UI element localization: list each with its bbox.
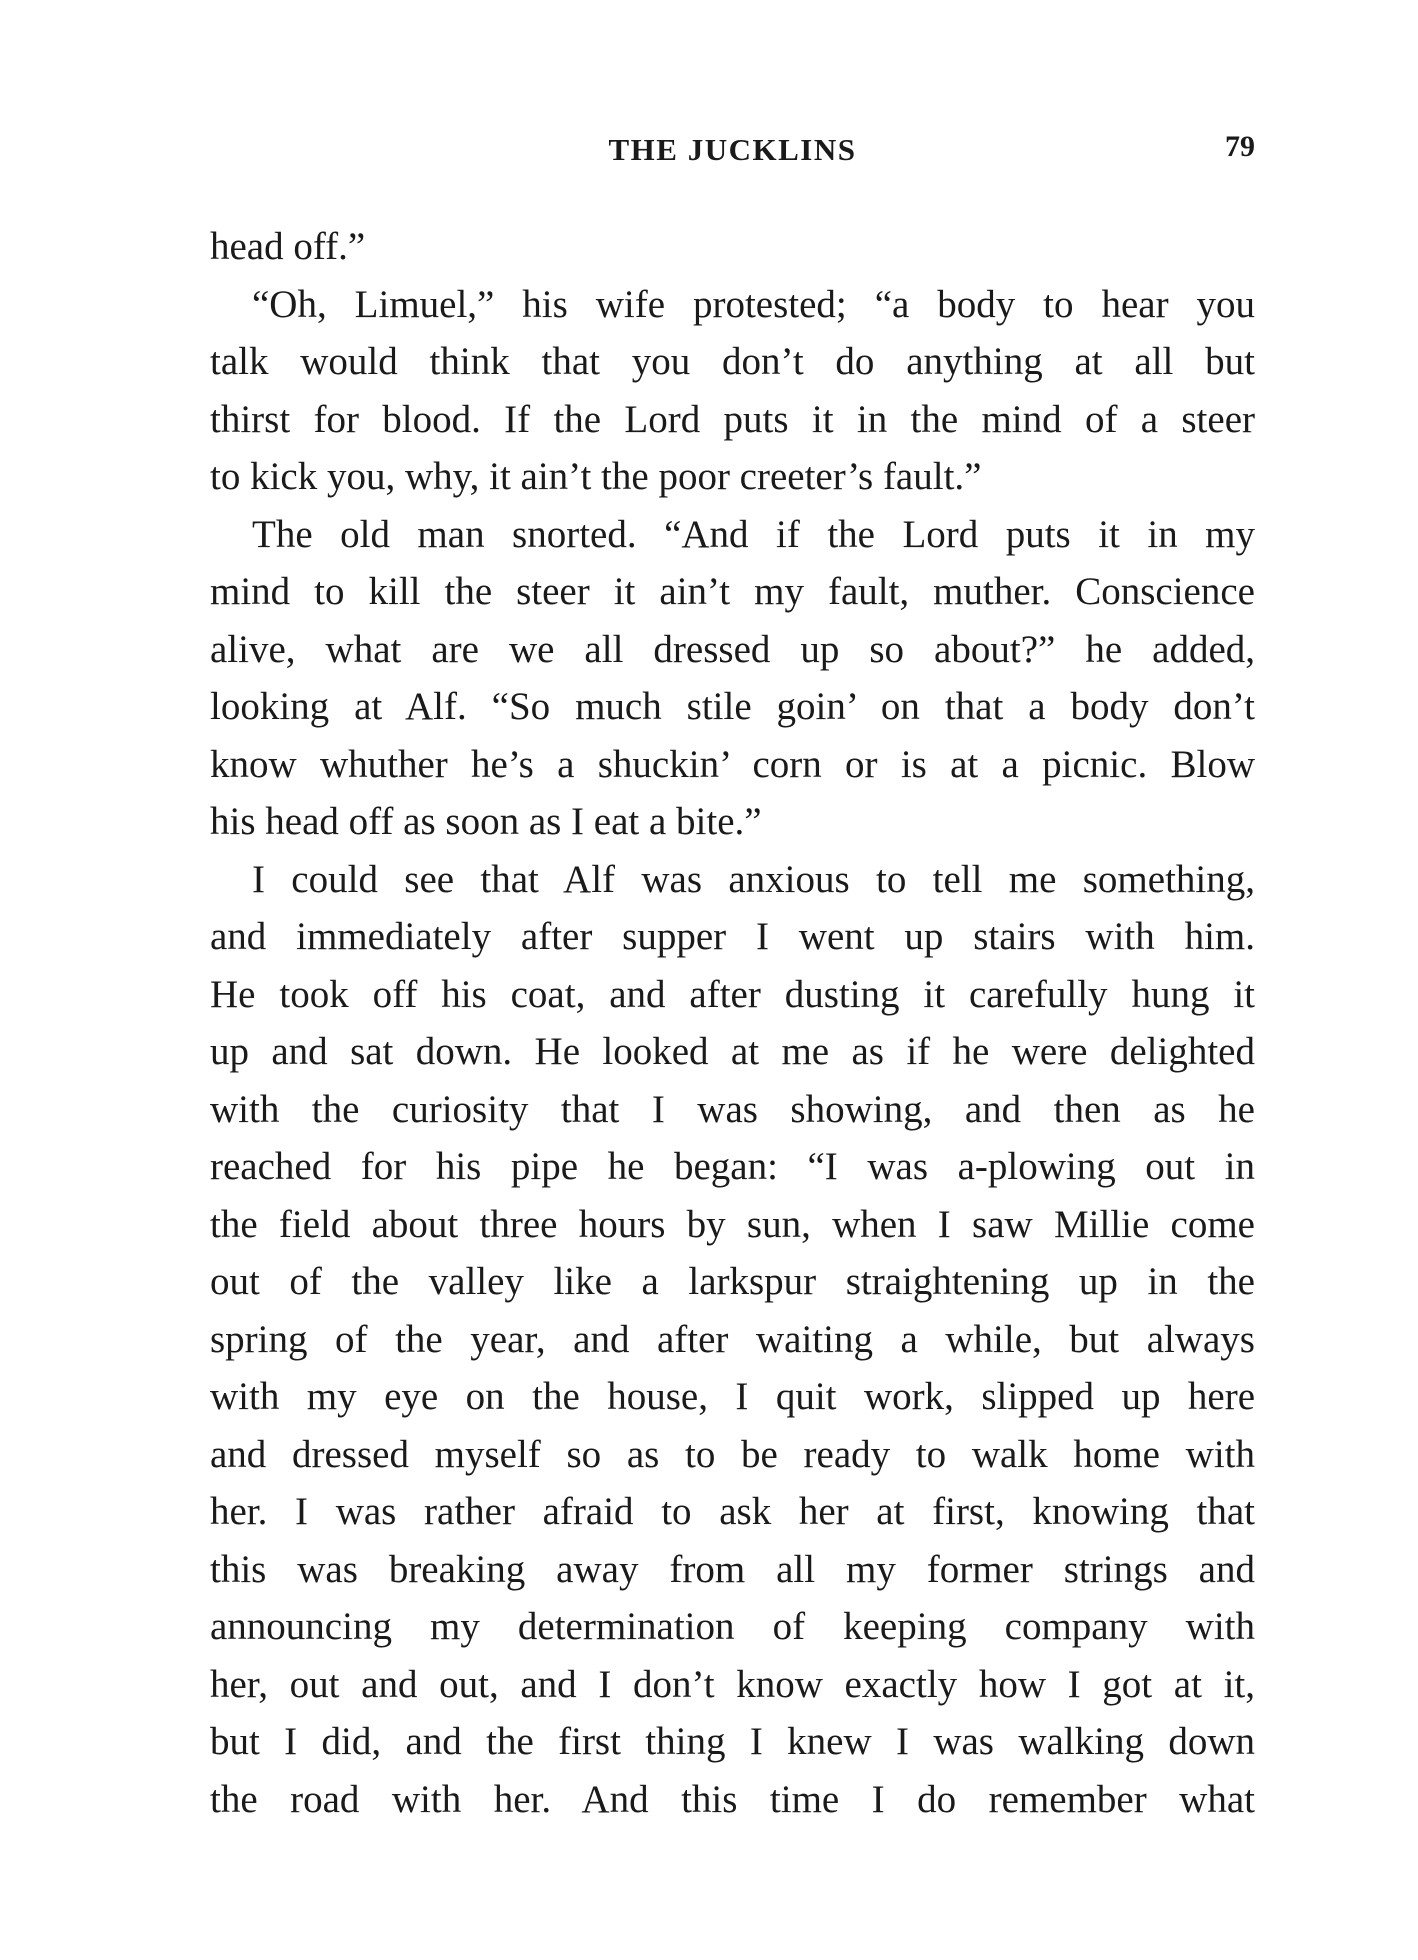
text-line: but I did, and the first thing I knew I was walking down	[210, 1720, 1255, 1763]
text-line: head off.”	[210, 225, 366, 268]
text-line: the field about three hours by sun, when I saw Millie come	[210, 1202, 1255, 1246]
text-line: his head off as soon as I eat a bite.”	[210, 800, 762, 843]
text-line: I could see that Alf was anxious to tell me something,	[252, 857, 1255, 901]
text-line: He took off his coat, and after dusting it carefully hung it	[210, 972, 1255, 1016]
text-line: her. I was rather afraid to ask her at first, knowing that	[210, 1490, 1255, 1533]
text-line: The old man snorted. “And if the Lord puts it in my	[252, 512, 1255, 556]
text-line: announcing my determination of keeping company with	[210, 1605, 1255, 1648]
text-line: with the curiosity that I was showing, and then as he	[210, 1087, 1255, 1131]
body-text	[210, 218, 1255, 1828]
text-line: her, out and out, and I don’t know exactly how I got at it,	[210, 1662, 1255, 1706]
text-line: the road with her. And this time I do remember what	[210, 1777, 1255, 1821]
text-line: out of the valley like a larkspur straightening up in the	[210, 1260, 1255, 1303]
text-line: and dressed myself so as to be ready to walk home with	[210, 1432, 1255, 1476]
text-line: this was breaking away from all my former strings and	[210, 1547, 1255, 1591]
running-title: THE JUCKLINS	[608, 132, 857, 167]
text-line: know whuther he’s a shuckin’ corn or is at a picnic. Blow	[210, 742, 1255, 786]
text-line: thirst for blood. If the Lord puts it in the mind of a steer	[210, 397, 1255, 441]
text-line: “Oh, Limuel,” his wife protested; “a body to hear you	[252, 282, 1255, 326]
page-number: 79	[1225, 130, 1255, 163]
text-line: looking at Alf. “So much stile goin’ on that a body don’t	[210, 685, 1255, 728]
text-line: mind to kill the steer it ain’t my fault, muther. Conscience	[210, 570, 1255, 613]
text-line: up and sat down. He looked at me as if he were delighted	[210, 1030, 1255, 1073]
text-line: alive, what are we all dressed up so about?” he added,	[210, 627, 1255, 671]
text-line: with my eye on the house, I quit work, slipped up here	[210, 1375, 1255, 1418]
text-line: talk would think that you don’t do anything at all but	[210, 340, 1255, 383]
text-line: and immediately after supper I went up stairs with him.	[210, 915, 1255, 958]
text-line: reached for his pipe he began: “I was a-plowing out in	[210, 1145, 1255, 1188]
running-head	[210, 128, 1255, 172]
text-line: to kick you, why, it ain’t the poor creeter’s fault.”	[210, 455, 982, 498]
text-line: spring of the year, and after waiting a while, but always	[210, 1317, 1255, 1361]
